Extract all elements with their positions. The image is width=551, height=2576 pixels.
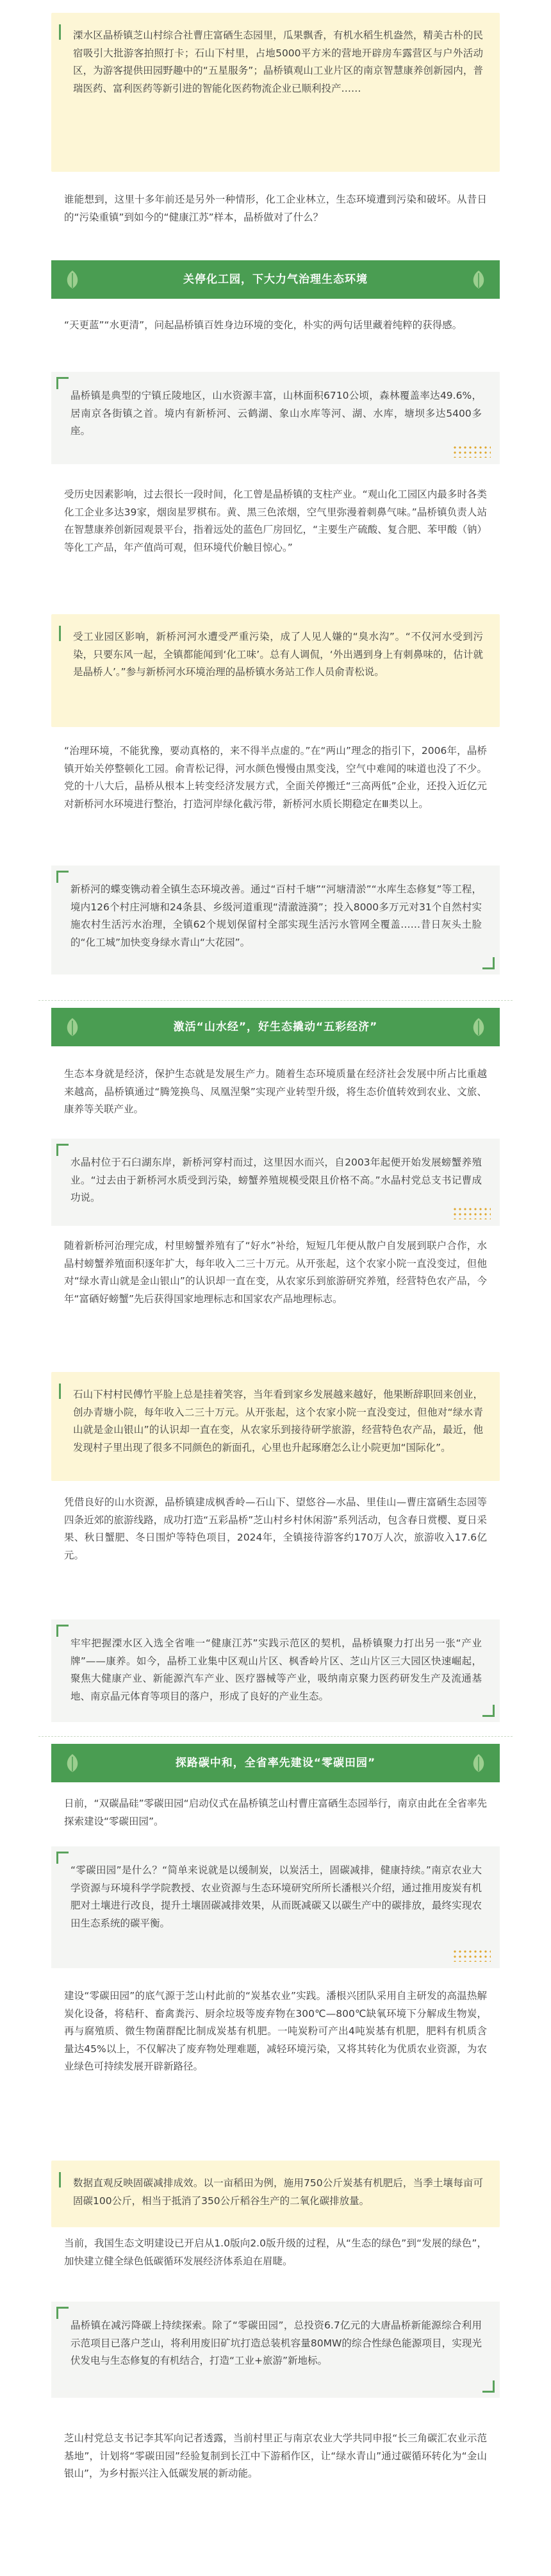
section1-quote: “天更蓝”“水更清”，问起晶桥镇百姓身边环境的变化，朴实的两句话里藏着纯粹的获得感。 <box>64 319 463 331</box>
accent-bar <box>59 1384 61 1399</box>
section1-note: 受工业园区影响，新桥河河水遭受严重污染，成了人见人嫌的“臭水沟”。“不仅河水受到污染，只要东风一起，全镇都能闻到‘化工味’。总有人调侃，‘外出遇到身上有刺鼻味的，估计就是晶桥人’。”参与新桥河水环境治理的晶桥镇水务站工作人员俞青松说。 <box>51 614 500 727</box>
leaf-icon <box>63 1017 82 1037</box>
section-title: 关停化工园，下大力气治理生态环境 <box>183 273 368 286</box>
section2-paragraph-1: 生态本身就是经济，保护生态就是发展生产力。随着生态环境质量在经济社会发展中所占比重越来越高，晶桥镇通过“腾笼换鸟、凤凰涅槃”实现产业转型升级，将生态价值转效到农业、文旅、康养等关联产业。 <box>64 1068 487 1116</box>
leaf-icon <box>63 1753 82 1773</box>
corner-mark <box>56 871 69 883</box>
section-header-1 <box>51 260 500 299</box>
section3-fact-box: “零碳田园”是什么？“简单来说就是以缓制炭，以炭活土，固碳减排，健康持续。”南京农业大学资源与环境科学学院教授、农业资源与生态环境研究所所长潘根兴介绍，通过推用废炭有机肥对土壤进行改良，提升土壤固碳减排效果，从而既减碳又以碳生产中的碳排放，最终实现农田生态系统的碳平衡。 <box>51 1846 500 1968</box>
corner-mark <box>56 1625 69 1637</box>
section2-note: 石山下村村民傅竹平脸上总是挂着笑容，当年看到家乡发展越来越好，他果断辞职回来创业，创办青塘小院，每年收入二三十万元。从开张起，这个农家小院一直没变过，但他对“绿水青山就是金山银山”的认识却一直在变，从农家乐到接待研学旅游，经营特色农产品，最近，他发现村子里出现了很多不同颜色的新面孔，心里也升起琢磨怎么让小院更加“国际化”。 <box>51 1372 500 1481</box>
section2-fact-box: 水晶村位于石臼湖东岸，新桥河穿村而过，这里因水而兴，自2003年起便开始发展螃蟹养殖业。“过去由于新桥河水质受到污染，螃蟹养殖规模受限且价格不高。”水晶村党总支书记曹成功说。 <box>51 1139 500 1226</box>
leaf-icon <box>63 269 82 290</box>
section1-paragraph-2: “治理环境，不能犹豫，要动真格的，来不得半点虚的。”在“两山”理念的指引下，2006年，晶桥镇开始关停整顿化工园。俞青松记得，河水颜色慢慢由黑变浅，空气中难闻的味道也没了不少。党的十八大后，晶桥从根本上转变经济发展方式，全面关停搬迁“三高两低”企业，还投入近亿元对新桥河水环境进行整治，打造河岸绿化截污带，新桥河水质长期稳定在Ⅲ类以上。 <box>64 745 487 810</box>
corner-mark <box>482 1705 495 1717</box>
intro-note <box>51 13 500 172</box>
corner-mark <box>56 1144 69 1156</box>
section2-paragraph-2: 随着新桥河治理完成，村里螃蟹养殖有了“好水”补给，短短几年便从散户自发展到联户合作，水晶村螃蟹养殖面积逐年扩大，每年收入二三十万元。从开张起，这个农家小院一直没变过，但他对“绿水青山就是金山银山”的认识却一直在变，从农家乐到旅游研究养殖，经营特色农产品，今年“富硒好螃蟹”先后获得国家地理标志和国家农产品地理标志。 <box>64 1240 487 1305</box>
decorative-dots <box>452 445 491 458</box>
section2-paragraph-3: 凭借良好的山水资源，晶桥镇建成枫香岭—石山下、望悠谷—水晶、里佳山—曹庄富硒生态园等四条近郊的旅游线路，成功打造“五彩晶桥”芝山村乡村休闲游”系列活动，包含春日赏樱、夏日采果、秋日蟹肥、冬日围炉等特色项目，2024年，全镇接待游客约170万人次，旅游收入17.6亿元。 <box>64 1496 487 1561</box>
section-header-3 <box>51 1744 500 1782</box>
section3-paragraph-2: 建设“零碳田园”的底气源于芝山村此前的“炭基农业”实践。潘根兴团队采用自主研发的高温热解炭化设备，将秸秆、畜禽粪污、厨余垃圾等废弃物在300℃—800℃缺氧环境下分解成生物炭，再与腐殖质、微生物菌群配比制成炭基有机肥。一吨炭粉可产出4吨炭基有机肥，肥料有机质含量达45%以上，不仅解决了废弃物处理难题，减轻环境污染，又将其转化为优质农业资源，为农业绿色可持续发展开辟新路径。 <box>64 1990 487 2073</box>
intro-question: 谁能想到，这里十多年前还是另外一种情形，化工企业林立，生态环境遭到污染和破坏。从昔日的“污染重镇”到如今的“健康江苏”样本，晶桥做对了什么？ <box>64 194 487 223</box>
section3-paragraph-3: 当前，我国生态文明建设已开启从1.0版向2.0版升级的过程，从“生态的绿色”到“发展的绿色”，加快建立健全绿色低碳循环发展经济体系迫在眉睫。 <box>64 2237 487 2267</box>
section1-highlight-box: 新桥河的蝶变镌动着全镇生态环境改善。通过“百村千塘”“河塘清淤”“水库生态修复”等工程，境内126个村庄河塘和24条县、乡级河道重现“清澈涟漪”；投入8000多万元对31个自然村实施农村生活污水治理，全镇62个规划保留村全部实现生活污水管网全覆盖……昔日灰头土脸的“化工城”加快变身绿水青山“大花园”。 <box>51 866 500 974</box>
section1-fact-box: 晶桥镇是典型的宁镇丘陵地区，山水资源丰富，山林面积6710公顷，森林覆盖率达49.6%，居南京各街镇之首。境内有新桥河、云鹤湖、象山水库等河、湖、水库，塘坝多达5400多座。 <box>51 372 500 464</box>
leaf-icon <box>469 1753 488 1773</box>
corner-mark <box>56 377 69 389</box>
corner-mark <box>56 2307 69 2319</box>
section-title: 激活“山水经”，好生态撬动“五彩经济” <box>173 1021 378 1033</box>
leaf-icon <box>469 1017 488 1037</box>
corner-mark <box>482 2380 495 2393</box>
section-title: 探路碳中和，全省率先建设“零碳田园” <box>175 1757 376 1769</box>
section-header-2 <box>51 1008 500 1046</box>
section3-note: 数据直观反映固碳减排成效。以一亩稻田为例，施用750公斤炭基有机肥后，当季土壤每亩可固碳100公斤，相当于抵消了350公斤稻谷生产的二氧化碳排放量。 <box>51 2161 500 2227</box>
section3-highlight-box: 晶桥镇在减污降碳上持续探索。除了“零碳田园”，总投资6.7亿元的大唐晶桥新能源综合利用示范项目已落户芝山，将利用废旧矿坑打造总装机容量80MW的综合性绿色能源项目，实现光伏发电与生态修复的有机结合，打造“工业+旅游”新地标。 <box>51 2302 500 2398</box>
section3-paragraph-1: 日前，“双碳晶硅”零碳田园“启动仪式在晶桥镇芝山村曹庄富硒生态园举行，南京由此在全省率先探索建设“零碳田园”。 <box>64 1798 487 1827</box>
corner-mark <box>482 957 495 969</box>
accent-bar <box>59 2172 61 2187</box>
divider <box>38 1736 513 1737</box>
accent-bar <box>59 626 61 641</box>
section2-highlight-box: 牢牢把握溧水区入选全省唯一“健康江苏”实践示范区的契机，晶桥镇聚力打出另一张“产业牌”——康养。如今，晶桥工业集中区观山片区、枫香岭片区、芝山片区三大园区快速崛起，聚焦大健康产业、新能源汽车产业、医疗器械等产业，吸纳南京聚力医药研发生产及流通基地、南京晶元体育等项目的落户，形成了良好的产业生态。 <box>51 1619 500 1722</box>
leaf-icon <box>469 269 488 290</box>
intro-paragraph: 溧水区晶桥镇芝山村综合社曹庄富硒生态园里，瓜果飘香，有机水稻生机盎然，精美古朴的民宿吸引大批游客拍照打卡；石山下村里，占地5000平方米的营地开辟房车露营区与户外活动区，为游客提供田园野趣中的“五星服务”；晶桥镇观山工业片区的南京智慧康养创新园内，普瑞医药、富利医药等新引进的智能化医药物流企业已顺利投产…… <box>73 29 483 94</box>
section1-paragraph-1: 受历史因素影响，过去很长一段时间，化工曾是晶桥镇的支柱产业。“观山化工园区内最多时各类化工企业多达39家，烟囱星罗棋布。黄、黑三色浓烟，空气里弥漫着刺鼻气味。”晶桥镇负责人站在智慧康养创新园观景平台，指着远处的蓝色厂房回忆，“主要生产硫酸、复合肥、苯甲酸（钠）等化工产品，年产值尚可观，但环境代价触目惊心。” <box>64 489 487 553</box>
accent-bar <box>59 24 61 40</box>
decorative-dots <box>452 1949 491 1962</box>
decorative-dots <box>452 1207 491 1219</box>
corner-mark <box>56 1852 69 1864</box>
divider <box>38 1000 513 1001</box>
section3-paragraph-4: 芝山村党总支书记李其军向记者透露，当前村里正与南京农业大学共同申报“长三角碳汇农业示范基地”，计划将“零碳田园”经验复制到长江中下游稻作区，让“绿水青山”通过碳循环转化为“金山银山”，为乡村振兴注入低碳发展的新动能。 <box>64 2432 487 2480</box>
